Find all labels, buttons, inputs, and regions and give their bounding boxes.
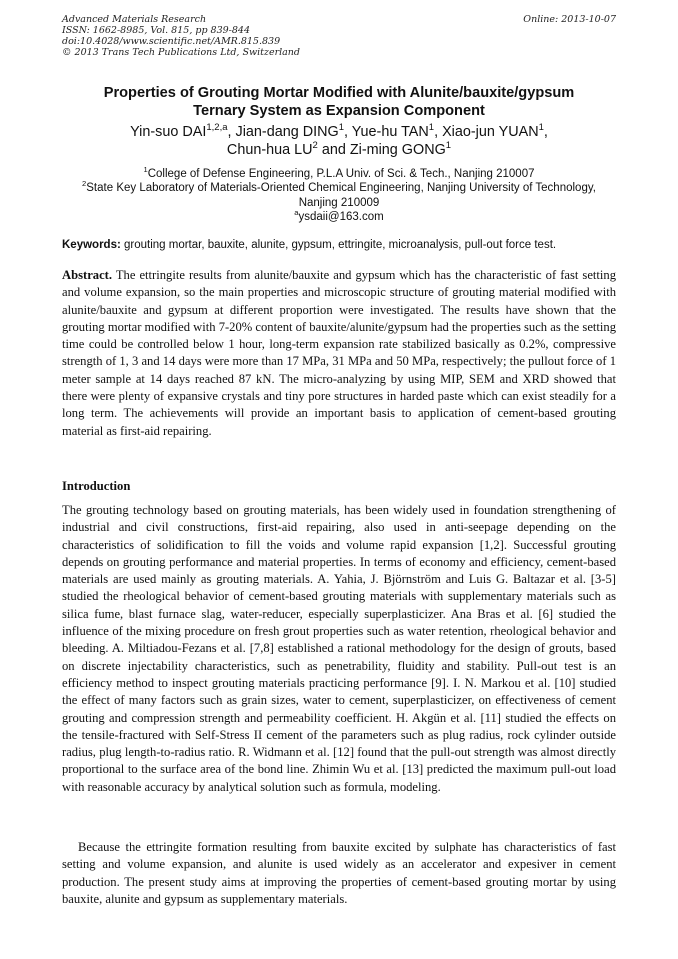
affiliation-text: College of Defense Engineering, P.L.A Univ. of Sci. & Tech., Nanjing 210007 xyxy=(147,168,535,180)
author-name: , Yue-hu TAN xyxy=(343,124,429,140)
author-line-1 xyxy=(62,123,616,141)
email xyxy=(62,210,616,224)
title-line-2: Ternary System as Expansion Component xyxy=(193,103,485,119)
affiliations xyxy=(62,167,616,225)
author-affil-mark: 1 xyxy=(445,140,452,152)
journal-header xyxy=(62,14,616,58)
keywords-label: Keywords: xyxy=(62,239,121,251)
author-affil-mark: 1 xyxy=(538,122,544,134)
issn-line: ISSN: 1662-8985, Vol. 815, pp 839-844 xyxy=(62,25,251,36)
author-name: Yin-suo DAI xyxy=(130,124,207,140)
keywords xyxy=(62,238,616,252)
email-address[interactable]: ysdaii@163.com xyxy=(298,211,384,224)
author-affil-mark: 1 xyxy=(338,122,344,134)
author-separator: , xyxy=(543,124,548,140)
author-name: and Zi-ming GONG xyxy=(317,142,446,158)
author-list xyxy=(62,123,616,159)
paper-title xyxy=(62,84,616,120)
affil-mark: 1 xyxy=(143,165,148,175)
email-mark: a xyxy=(294,208,299,218)
title-line-1: Properties of Grouting Mortar Modified with Alunite/bauxite/gypsum xyxy=(103,85,575,101)
abstract-text: The ettringite results from alunite/bauxite and gypsum which has the characteristic of fast setting and volume expansion, so the main properties and microscopic structure of grouting material modified with alunite/bauxite and gypsum at different proportion were investigated. The results have shown that the grouting mortar modified with 7-20% content of bauxite/alunite/gypsum had the properties such as the setting time could be controlled below 1 hour, long-term expansion rate stabilized basically as 0.2%, compressive strength of 1, 3 and 14 days were more than 17 MPa, 31 MPa and 50 MPa, respectively; the pullout force of 1 meter sample at 14 days reached 87 kN. The micro-analyzing by using MIP, SEM and XRD showed that there were plenty of expansive crystals and tiny pore structures in harded paste which can exist steadily for a long term. The achievements will provide an important basis to application of cement-based grouting material as first-aid repairing. xyxy=(62,268,617,438)
abstract-label: Abstract. xyxy=(62,268,113,282)
author-name: Chun-hua LU xyxy=(226,142,313,158)
affiliation-2 xyxy=(62,181,616,195)
author-affil-mark: 1,2,a xyxy=(206,122,228,134)
doi-line: doi:10.4028/www.scientific.net/AMR.815.839 xyxy=(62,36,281,47)
online-date: Online: 2013-10-07 xyxy=(523,14,616,25)
author-affil-mark: 1 xyxy=(428,122,435,134)
author-line-2 xyxy=(62,141,616,159)
introduction-paragraph-2: Because the ettringite formation resulting from bauxite excited by sulphate has characteristics of fast setting and volume expansion, and alunite is used widely as an accelerator and expesiver in cement production. The present study aims at improving the properties of cement-based grouting mortar by using bauxite, alunite and gypsum as supplementary materials. xyxy=(62,840,616,906)
introduction-paragraph-1: The grouting technology based on grouting materials, has been widely used in foundation strengthening of industrial and civil constructions, first-aid repairing, also used in anti-seepage depending on the characteristics of solidification to fill the voids and volume rapid expansion [1,2]. Successful grouting depends on grouting performance and material properties. In terms of economy and efficiency, cement-based materials are used mainly as grouting materials. A. Yahia, J. Björnström and Luis G. Baltazar et al. [3-5] studied the rheological behavior of cement-based grouting materials with supplementary materials such as silica fume, blast furnace slag, water-reducer, especially superplasticizer. Ana Bras et al. [6] studied the influence of the mixing procedure on fresh grout properties such as water retention, rheological behavior and bleeding. A. Miltiadou-Fezans et al. [7,8] established a rational methodology for the design of grouts, based on discrete injectability characteristics, such as penetrability, fluidity and stability. Pull-out test is an efficiency method to inspect grouting materials practicing performance [9]. I. N. Markou et al. [10] studied the effect of many factors such as grain sizes, water to cement, superplasticizer, on effectiveness of cement grouting and compression strength and permeability coefficient. H. Akgün et al. [11] studied the effects on the tensile-fractured with Self-Stress II cement of the parameters such as plug radius, rock cylinder outside radius, plug length-to-radius ratio. R. Widmann et al. [12] found that the pull-out strength was almost directly proportional to the surface area of the bond line. Zhimin Wu et al. [13] predicted the maximum pull-out load with reasonable accuracy by analytical solution such as formula, modeling. xyxy=(62,503,616,794)
copyright-line: © 2013 Trans Tech Publications Ltd, Switzerland xyxy=(62,47,301,58)
affil-mark: 2 xyxy=(82,179,87,189)
journal-name: Advanced Materials Research xyxy=(62,14,207,25)
keywords-text: grouting mortar, bauxite, alunite, gypsum, ettringite, microanalysis, pull-out force test. xyxy=(120,239,557,251)
affiliation-1 xyxy=(62,167,616,181)
author-name: , Xiao-jun YUAN xyxy=(434,124,539,140)
section-heading-introduction: Introduction xyxy=(62,479,131,493)
affiliation-text: State Key Laboratory of Materials-Oriented Chemical Engineering, Nanjing University of Technology, xyxy=(86,182,596,195)
abstract xyxy=(62,267,616,440)
affiliation-2-cont: Nanjing 210009 xyxy=(298,196,380,209)
author-affil-mark: 2 xyxy=(312,140,318,152)
author-name: , Jian-dang DING xyxy=(227,124,339,140)
